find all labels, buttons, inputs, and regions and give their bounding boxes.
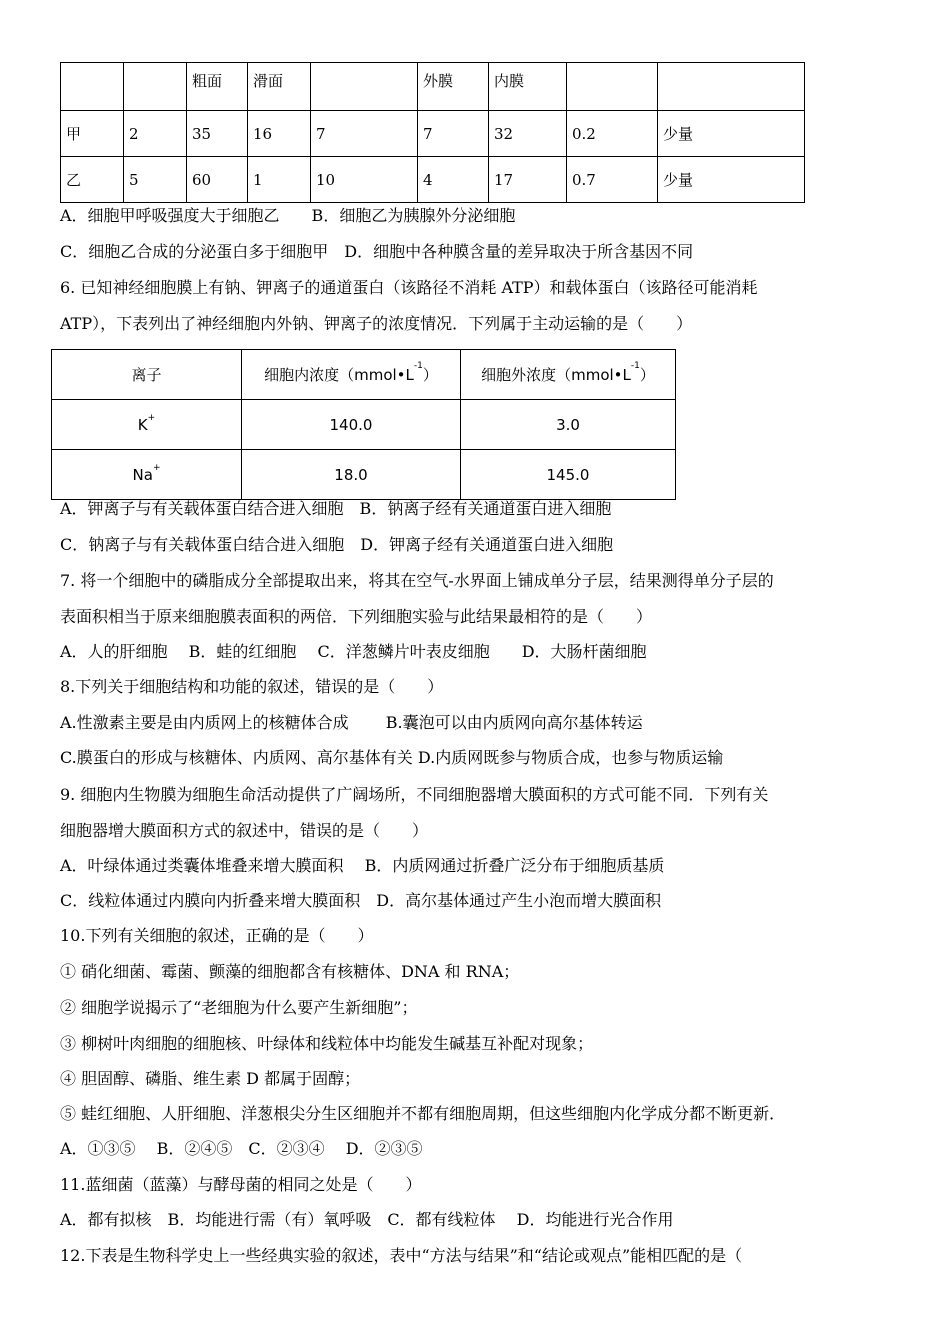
table-cell: 乙 xyxy=(61,157,124,203)
col-inside-label-end: ） xyxy=(422,366,438,384)
q9-options: A．叶绿体通过类囊体堆叠来增大膜面积 B．内质网通过折叠广泛分布于细胞质基质 xyxy=(60,856,665,875)
col-inside-label: 细胞内浓度（mmol•L xyxy=(264,366,414,384)
q12-stem: 12.下表是生物科学史上一些经典实验的叙述，表中“方法与结果”和“结论或观点”能相匹配的是（ xyxy=(60,1246,743,1265)
table-cell: 32 xyxy=(489,111,567,157)
q11-options: A．都有拟核 B．均能进行需（有）氧呼吸 C．都有线粒体 D．均能进行光合作用 xyxy=(60,1210,674,1229)
table-cell: 7 xyxy=(418,111,489,157)
table-cell xyxy=(124,63,187,111)
q9-stem: 细胞器增大膜面积方式的叙述中，错误的是（ ） xyxy=(60,821,429,840)
q6-stem: ATP），下表列出了神经细胞内外钠、钾离子的浓度情况．下列属于主动运输的是（ ） xyxy=(60,314,693,333)
table-cell: 16 xyxy=(248,111,311,157)
table-cell: 5 xyxy=(124,157,187,203)
ion-cell xyxy=(52,400,242,450)
superscript: -1 xyxy=(413,361,423,371)
ion-symbol: Na xyxy=(132,465,153,484)
ion-concentration-table xyxy=(51,349,676,500)
q8-options: A.性激素主要是由内质网上的核糖体合成 B.囊泡可以由内质网向高尔基体转运 xyxy=(60,713,643,732)
q5-option-line: A．细胞甲呼吸强度大于细胞乙 B．细胞乙为胰腺外分泌细胞 xyxy=(60,206,516,225)
table-cell xyxy=(658,63,805,111)
table-cell: 滑面 xyxy=(248,63,311,111)
table-cell: 0.2 xyxy=(567,111,658,157)
q9-options: C．线粒体通过内膜向内折叠来增大膜面积 D．高尔基体通过产生小泡而增大膜面积 xyxy=(60,891,662,910)
table-cell: 7 xyxy=(311,111,418,157)
table-cell: 4 xyxy=(418,157,489,203)
table-header-cell xyxy=(52,350,242,400)
table-cell: 少量 xyxy=(658,157,805,203)
q7-options: A．人的肝细胞 B．蛙的红细胞 C．洋葱鳞片叶表皮细胞 D．大肠杆菌细胞 xyxy=(60,642,647,661)
ion-charge: + xyxy=(147,412,156,423)
outside-value: 145.0 xyxy=(461,450,676,500)
superscript: -1 xyxy=(630,361,640,371)
table-cell: 1 xyxy=(248,157,311,203)
table-cell xyxy=(311,63,418,111)
table-header-row xyxy=(52,350,676,400)
q7-stem: 7. 将一个细胞中的磷脂成分全部提取出来，将其在空气-水界面上铺成单分子层，结果测得单分子层的 xyxy=(60,571,774,590)
ion-symbol: K xyxy=(137,415,148,434)
q10-item: ③ 柳树叶肉细胞的细胞核、叶绿体和线粒体中均能发生碱基互补配对现象； xyxy=(60,1034,594,1053)
table-cell: 甲 xyxy=(61,111,124,157)
inside-value: 18.0 xyxy=(242,450,461,500)
table-row xyxy=(61,157,805,203)
q8-options: C.膜蛋白的形成与核糖体、内质网、高尔基体有关 D.内质网既参与物质合成，也参与物质运输 xyxy=(60,748,724,767)
q10-item: ① 硝化细菌、霉菌、颤藻的细胞都含有核糖体、DNA 和 RNA； xyxy=(60,962,520,981)
q10-item: ② 细胞学说揭示了“老细胞为什么要产生新细胞”； xyxy=(60,998,418,1017)
table-header-cell xyxy=(461,350,676,400)
table-cell: 0.7 xyxy=(567,157,658,203)
q7-stem: 表面积相当于原来细胞膜表面积的两倍．下列细胞实验与此结果最相符的是（ ） xyxy=(60,607,653,626)
table-cell: 10 xyxy=(311,157,418,203)
col-outside-label-end: ） xyxy=(639,366,655,384)
inside-value: 140.0 xyxy=(242,400,461,450)
outside-value: 3.0 xyxy=(461,400,676,450)
table-header-row xyxy=(61,63,805,111)
table-cell: 外膜 xyxy=(418,63,489,111)
table-cell: 粗面 xyxy=(187,63,248,111)
q6-stem: 6. 已知神经细胞膜上有钠、钾离子的通道蛋白（该路径不消耗 ATP）和载体蛋白（该路径可能消耗 xyxy=(60,278,758,297)
col-outside-label: 细胞外浓度（mmol•L xyxy=(481,366,631,384)
table-cell: 少量 xyxy=(658,111,805,157)
table-header-cell xyxy=(242,350,461,400)
col-ion-label: 离子 xyxy=(131,366,162,384)
organelle-membrane-table xyxy=(60,62,805,203)
ion-cell xyxy=(52,450,242,500)
table-cell: 17 xyxy=(489,157,567,203)
table-cell: 内膜 xyxy=(489,63,567,111)
table-row xyxy=(52,450,676,500)
q10-options: A．①③⑤ B．②④⑤ C．②③④ D．②③⑤ xyxy=(60,1139,423,1158)
q9-stem: 9. 细胞内生物膜为细胞生命活动提供了广阔场所，不同细胞器增大膜面积的方式可能不同．下列有关 xyxy=(60,785,769,804)
q5-option-line: C．细胞乙合成的分泌蛋白多于细胞甲 D．细胞中各种膜含量的差异取决于所含基因不同 xyxy=(60,242,694,261)
ion-charge: + xyxy=(152,462,161,473)
q11-stem: 11.蓝细菌（蓝藻）与酵母菌的相同之处是（ ） xyxy=(60,1175,422,1194)
table-cell: 60 xyxy=(187,157,248,203)
table-row xyxy=(61,111,805,157)
q8-stem: 8.下列关于细胞结构和功能的叙述，错误的是（ ） xyxy=(60,677,444,696)
q10-item: ⑤ 蛙红细胞、人肝细胞、洋葱根尖分生区细胞并不都有细胞周期，但这些细胞内化学成分都不断更新． xyxy=(60,1104,786,1123)
q10-item: ④ 胆固醇、磷脂、维生素 D 都属于固醇； xyxy=(60,1069,361,1088)
q6-option-line: C．钠离子与有关载体蛋白结合进入细胞 D．钾离子经有关通道蛋白进入细胞 xyxy=(60,535,614,554)
table-cell: 2 xyxy=(124,111,187,157)
table-cell xyxy=(567,63,658,111)
q6-option-line: A．钾离子与有关载体蛋白结合进入细胞 B．钠离子经有关通道蛋白进入细胞 xyxy=(60,499,612,518)
table-cell: 35 xyxy=(187,111,248,157)
q10-stem: 10.下列有关细胞的叙述，正确的是（ ） xyxy=(60,926,374,945)
table-row xyxy=(52,400,676,450)
table-cell xyxy=(61,63,124,111)
